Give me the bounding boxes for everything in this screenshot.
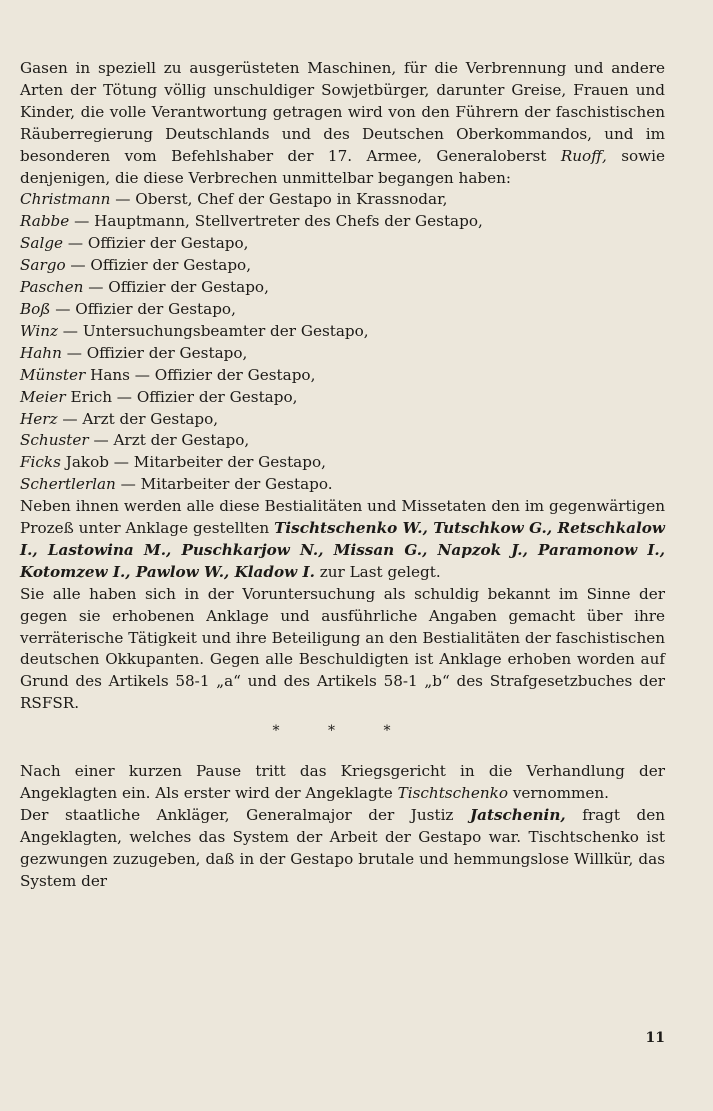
person-name: Schuster xyxy=(20,431,89,450)
person-name: Meier xyxy=(20,387,66,406)
paragraph-accused-end: zur Last gelegt. xyxy=(314,562,441,581)
paragraph-prosecutor-start: Der staatliche Ankläger, Generalmajor der Justiz xyxy=(20,805,470,824)
person-role: — Arzt der Gestapo, xyxy=(88,431,250,450)
person-name: Ficks xyxy=(20,453,61,472)
person-role: — Offizier der Gestapo, xyxy=(83,278,269,297)
person-role: — Oberst, Chef der Gestapo in Krassnodar, xyxy=(110,190,448,209)
list-item xyxy=(20,474,665,496)
list-item xyxy=(20,277,665,299)
list-item xyxy=(20,365,665,387)
person-role: — Offizier der Gestapo, xyxy=(50,299,236,318)
person-name: Paschen xyxy=(20,278,84,297)
person-name: Schertlerlan xyxy=(20,475,116,494)
paragraph-intro-text: Gasen in speziell zu ausgerüsteten Maschinen, für die Verbrennung und andere Arten der Tötung völlig unschuldiger Sowjetbürger, darunter Greise, Frauen und Kinder, die volle Verantwortung getragen wird von den Führern der faschistischen Räuberregierung Deutschlands und des Deutschen Oberkommandos, und im besonderen vom Befehlshaber der 17. Armee, Generaloberst xyxy=(20,59,665,165)
person-role: — Untersuchungsbeamter der Gestapo, xyxy=(57,321,369,340)
paragraph-confession: Sie alle haben sich in der Voruntersuchung als schuldig bekannt im Sinne der gegen sie erhobenen Anklage und ausführliche Angaben gemacht über ihre verräterische Tätigkeit und ihre Beteiligung an den Bestialitäten der faschistischen deutschen Okkupanten. Gegen alle Beschuldigten ist Anklage erhoben worden auf Grund des Artikels 58-1 „a“ und des Artikels 58-1 „b“ des Strafgesetzbuches der RSFSR. xyxy=(20,584,665,713)
person-name: Herz xyxy=(20,409,58,428)
name-ruoff: Ruoff, xyxy=(560,146,607,165)
paragraph-pause-end: vernommen. xyxy=(508,784,609,802)
person-name: Boß xyxy=(20,299,51,318)
paragraph-prosecutor-end: fragt den Angeklagten, welches das System der Arbeit der Gestapo war. Tischtschenko ist gezwungen zuzugeben, daß in der Gestapo brutale und hemmungslose Willkür, das System der xyxy=(20,805,665,890)
list-item xyxy=(20,387,665,409)
list-item xyxy=(20,321,665,343)
paragraph-prosecutor xyxy=(20,805,665,893)
paragraph-intro xyxy=(20,58,665,189)
person-role: — Offizier der Gestapo, xyxy=(63,234,249,253)
person-role: — Hauptmann, Stellvertreter des Chefs der Gestapo, xyxy=(69,212,483,231)
paragraph-accused-start: Neben ihnen werden alle diese Bestialitäten und Missetaten den im gegenwärtigen Prozeß unter Anklage gestellten xyxy=(20,497,665,538)
list-item xyxy=(20,452,665,474)
list-item xyxy=(20,430,665,452)
perpetrator-list xyxy=(20,189,665,496)
list-item xyxy=(20,299,665,321)
list-item xyxy=(20,233,665,255)
section-separator: * * * xyxy=(272,723,413,740)
list-item xyxy=(20,189,665,211)
paragraph-pause-start: Nach einer kurzen Pause tritt das Kriegsgericht in die Verhandlung der Angeklagten ein. Als erster wird der Angeklagte xyxy=(20,762,665,802)
paragraph-intro-end: sowie denjenigen, die diese Verbrechen unmittelbar begangen haben: xyxy=(20,146,665,187)
person-role: — Arzt der Gestapo, xyxy=(57,409,219,428)
person-role: — Offizier der Gestapo, xyxy=(61,343,248,362)
person-role: — Offizier der Gestapo, xyxy=(65,256,252,275)
person-name: Rabbe xyxy=(20,212,70,231)
person-role: Erich — Offizier der Gestapo, xyxy=(65,387,298,406)
person-name: Christmann xyxy=(20,190,111,209)
list-item xyxy=(20,211,665,233)
list-item xyxy=(20,343,665,365)
paragraph-pause xyxy=(20,761,665,805)
person-role: Jakob — Mitarbeiter der Gestapo, xyxy=(60,453,326,472)
page-number: 11 xyxy=(645,1030,665,1046)
list-item xyxy=(20,409,665,431)
person-name: Salge xyxy=(20,234,64,253)
list-item xyxy=(20,255,665,277)
person-name: Münster xyxy=(20,365,86,384)
accused-names: Tischtschenko W., Tutschkow G., Retschkalow I., Lastowina M., Puschkarjow N., Missan G., Napzok J., Paramonow I., Kotomzew I., Pawlow W., Kladow I. xyxy=(20,519,665,581)
person-name: Hahn xyxy=(20,343,62,362)
paragraph-accused xyxy=(20,496,665,584)
person-name: Sargo xyxy=(20,256,66,275)
person-role: — Mitarbeiter der Gestapo. xyxy=(115,475,333,494)
person-name: Winz xyxy=(20,321,58,340)
name-tischtschenko: Tischtschenko xyxy=(397,784,509,802)
person-role: Hans — Offizier der Gestapo, xyxy=(85,365,316,384)
name-jatschenin: Jatschenin, xyxy=(469,805,566,824)
